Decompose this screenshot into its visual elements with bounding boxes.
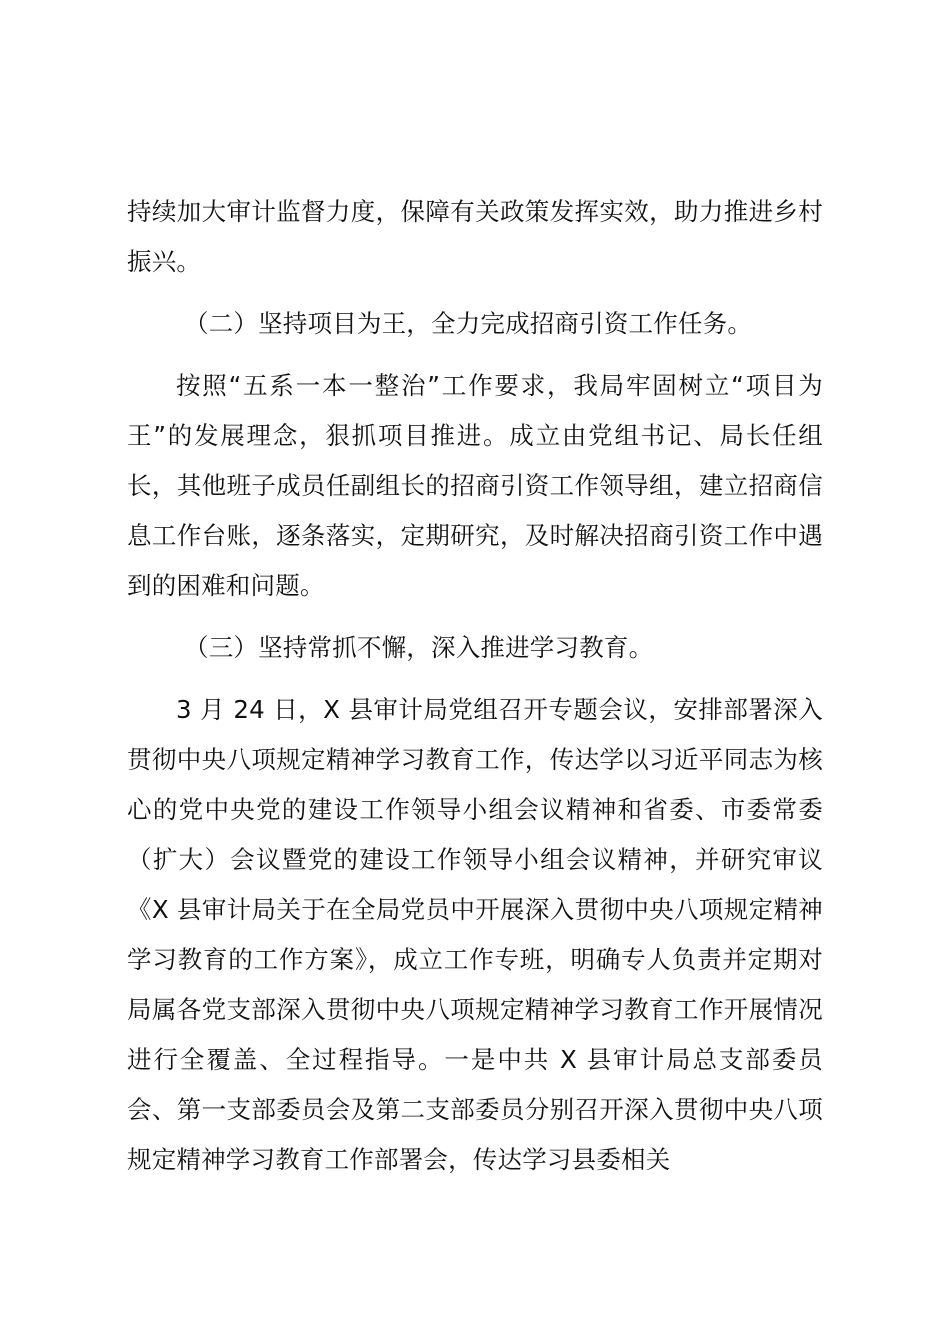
section-heading-3: （三）坚持常抓不懈，深入推进学习教育。 [184,633,654,662]
paragraph-study-education: 3 月 24 日，X 县审计局党组召开专题会议，安排部署深入贯彻中央八项规定精神学习教育工作，传达学以习近平同志为核心的党中央党的建设工作领导小组会议精神和省委、市委常委（扩大）会议暨党的建设工作领导小组会议精神，并研究审议《X 县审计局关于在全局党员中开展深入贯彻中央八项规定精神学习教育的工作方案》，成立工作专班，明确专人负责并定期对局属各党支部深入贯彻中央八项规定精神学习教育工作开展情况进行全覆盖、全过程指导。一是中共 X 县审计局总支部委员会、第一支部委员会及第二支部委员分别召开深入贯彻中央八项规定精神学习教育工作部署会，传达学习县委相关 [127,695,823,1174]
document-body [127,187,823,1197]
paragraph-investment: 按照“五系一本一整治”工作要求，我局牢固树立“项目为王”的发展理念，狠抓项目推进。成立由党组书记、局长任组长，其他班子成员任副组长的招商引资工作领导组，建立招商信息工作台账，逐条落实，定期研究，及时解决招商引资工作中遇到的困难和问题。 [127,371,823,600]
paragraph-continuation: 持续加大审计监督力度，保障有关政策发挥实效，助力推进乡村振兴。 [127,197,823,276]
section-heading-2: （二）坚持项目为王，全力完成招商引资工作任务。 [184,309,753,338]
